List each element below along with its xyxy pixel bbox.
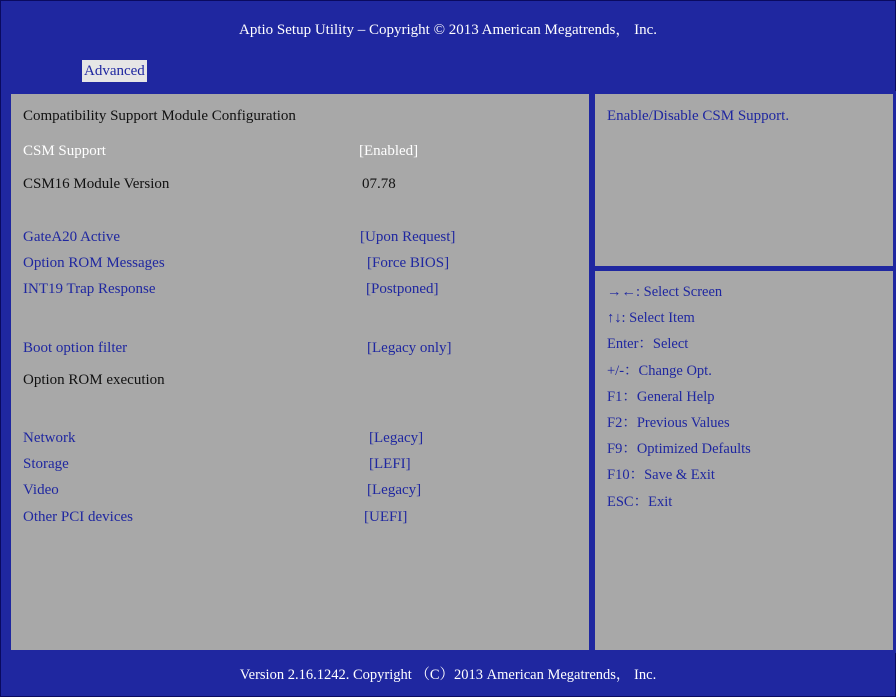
int19-label: INT19 Trap Response (23, 281, 156, 297)
key-select-screen: →←: Select Screen (607, 284, 723, 300)
option-rom-messages-value[interactable]: [Force BIOS] (367, 255, 450, 271)
key-f10: F10：Save & Exit (607, 467, 715, 484)
settings-panel (8, 91, 592, 653)
csm-support-label: CSM Support (23, 143, 106, 159)
key-select-item: ↑↓: Select Item (607, 310, 695, 327)
gatea20-label: GateA20 Active (23, 229, 121, 245)
key-enter: Enter：Select (607, 336, 689, 353)
bios-footer: Version 2.16.1242. Copyright （C）2013 American Megatrends， Inc. (239, 667, 657, 683)
tab-advanced[interactable]: Advanced (82, 60, 147, 82)
bios-title: Aptio Setup Utility – Copyright © 2013 American Megatrends， Inc. (238, 22, 657, 38)
network-value[interactable]: [Legacy] (369, 430, 424, 446)
other-pci-label: Other PCI devices (23, 509, 133, 525)
video-label: Video (23, 482, 59, 498)
key-change-opt: +/-：Change Opt. (607, 362, 712, 379)
csm-support-value[interactable]: [Enabled] (359, 143, 419, 159)
key-f2: F2：Previous Values (607, 414, 730, 431)
option-rom-execution-label: Option ROM execution (23, 372, 165, 388)
option-rom-messages-label: Option ROM Messages (23, 255, 165, 271)
boot-option-filter-value[interactable]: [Legacy only] (367, 340, 452, 356)
video-value[interactable]: [Legacy] (367, 482, 422, 498)
key-f1: F1：General Help (607, 388, 715, 405)
key-f9: F9：Optimized Defaults (607, 441, 751, 458)
section-heading-label: Compatibility Support Module Configuration (23, 108, 296, 124)
other-pci-value[interactable]: [UEFI] (364, 509, 408, 525)
csm16-version-label: CSM16 Module Version (23, 176, 170, 192)
keys-panel (592, 268, 896, 653)
int19-value[interactable]: [Postponed] (366, 281, 439, 297)
csm16-version-value: 07.78 (362, 176, 396, 192)
help-text: Enable/Disable CSM Support. (607, 108, 790, 124)
storage-label: Storage (23, 456, 69, 472)
key-legend (607, 279, 751, 515)
boot-option-filter-label: Boot option filter (23, 340, 128, 356)
key-esc: ESC：Exit (607, 493, 673, 510)
storage-value[interactable]: [LEFI] (369, 456, 411, 472)
gatea20-value[interactable]: [Upon Request] (360, 229, 456, 245)
network-label: Network (23, 430, 76, 446)
help-panel (592, 91, 896, 269)
